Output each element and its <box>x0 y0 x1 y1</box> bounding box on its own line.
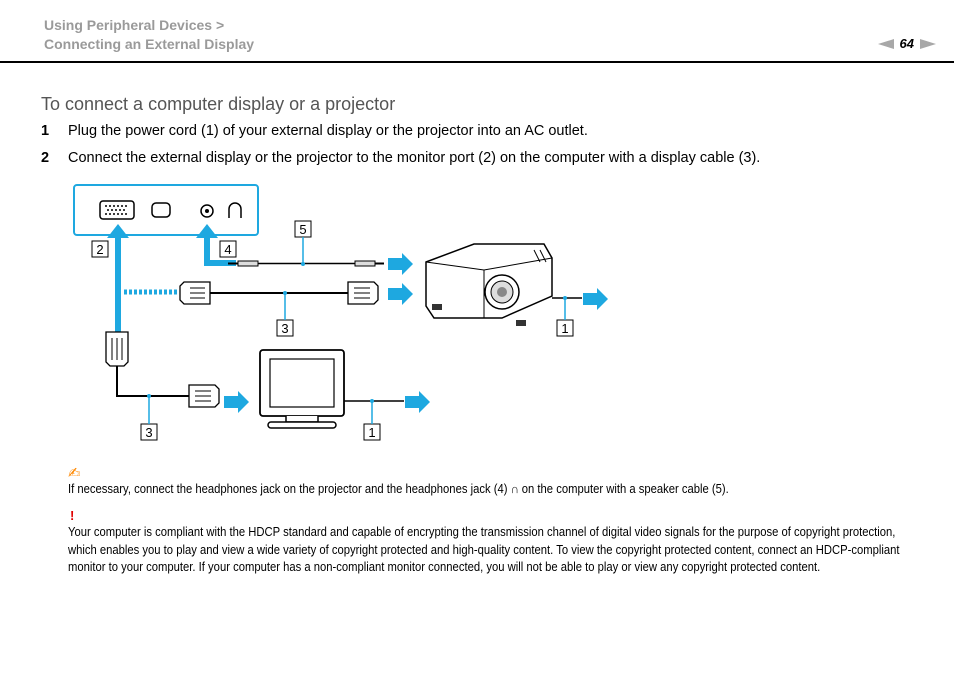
page-number: 64 <box>899 36 914 51</box>
right-arrow-icon <box>405 391 430 413</box>
right-arrow-icon <box>224 391 249 413</box>
breadcrumb <box>44 16 254 54</box>
step-2 <box>41 150 760 166</box>
up-arrow-icon <box>196 224 218 238</box>
svg-text:3: 3 <box>281 321 289 336</box>
connection-diagram <box>70 180 630 450</box>
right-arrow-icon <box>388 253 413 275</box>
breadcrumb-section[interactable]: Using Peripheral Devices > <box>44 17 225 33</box>
headphones-icon <box>229 203 241 218</box>
breadcrumb-subsection[interactable]: Connecting an External Display <box>44 36 255 52</box>
svg-text:1: 1 <box>561 321 569 336</box>
display-cable-monitor <box>106 332 219 424</box>
previous-page-icon[interactable] <box>878 39 894 49</box>
page-navigation <box>878 36 936 51</box>
svg-text:4: 4 <box>224 242 232 257</box>
warning-text: Your computer is compliant with the HDCP standard and capable of encrypting the transmission channel of digital video signals for the purpose of copyright protection, which enables you to play and view a wide variety of copyright protected and high-quality content. To view the copyright protected content, connect an HDCP-compliant monitor to your computer. If your computer has a non-compliant monitor connected, you will not be able to play or view any copyright protected content. <box>68 525 900 574</box>
note-text: If necessary, connect the headphones jack on the projector and the headphones jack (4) ∩ on the computer with a speaker cable (5). <box>68 482 729 496</box>
step-number: 1 <box>41 123 50 139</box>
up-arrow-icon <box>107 224 129 238</box>
monitor-cable-path <box>115 232 121 332</box>
section-title: To connect a computer display or a projector <box>41 94 396 114</box>
step-text: Plug the power cord (1) of your external display or the projector into an AC outlet. <box>68 123 588 139</box>
step-text: Connect the external display or the projector to the monitor port (2) on the computer with a display cable (3). <box>68 150 761 166</box>
svg-text:1: 1 <box>368 425 376 440</box>
monitor-icon <box>260 350 344 428</box>
step-1 <box>41 123 588 139</box>
note-pencil-icon: ✍ <box>68 465 81 482</box>
warning-icon: ! <box>70 508 75 523</box>
svg-text:5: 5 <box>299 222 307 237</box>
step-number: 2 <box>41 150 50 166</box>
slot-icon <box>152 203 170 217</box>
svg-text:3: 3 <box>145 425 153 440</box>
right-arrow-icon <box>583 288 608 310</box>
right-arrow-icon <box>388 283 413 305</box>
header-divider <box>0 61 954 63</box>
speaker-cable <box>228 237 384 266</box>
projector-icon <box>426 244 552 326</box>
display-cable-projector <box>180 282 378 320</box>
svg-text:2: 2 <box>96 242 104 257</box>
next-page-icon[interactable] <box>920 39 936 49</box>
